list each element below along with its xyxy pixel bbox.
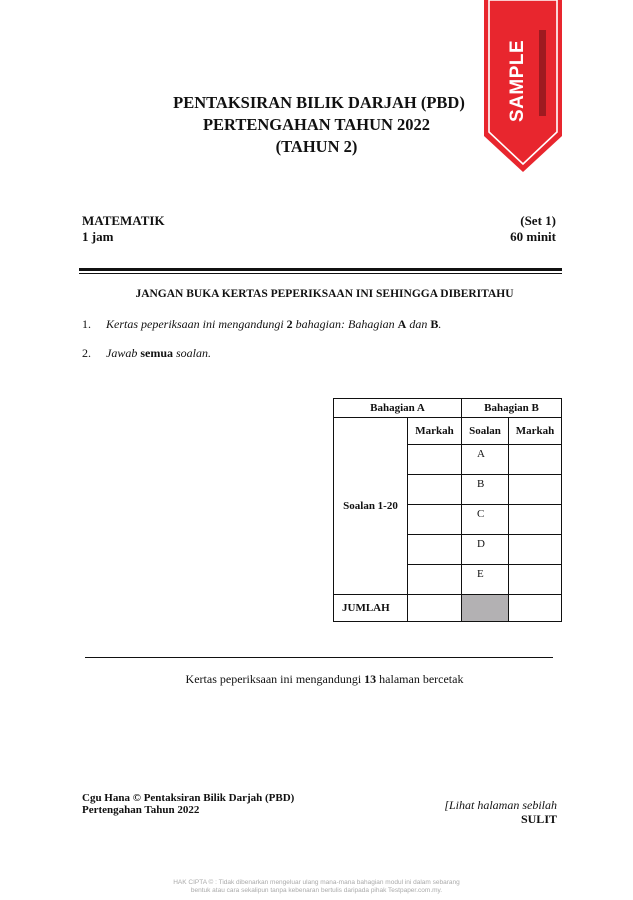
soalan-letter-cell: A — [462, 445, 509, 475]
copyright-notice — [0, 879, 633, 895]
exam-warning: JANGAN BUKA KERTAS PEPERIKSAAN INI SEHINGGA DIBERITAHU — [135, 288, 514, 300]
duration-hours: 1 jam — [82, 229, 114, 244]
soalan-letter-cell: C — [462, 505, 509, 535]
instruction-text: Kertas peperiksaan ini mengandungi — [106, 317, 287, 331]
markah-a-cell — [408, 505, 462, 535]
jumlah-b-cell — [509, 595, 562, 622]
soalan-letter-cell: D — [462, 535, 509, 565]
soalan-letter-cell: E — [462, 565, 509, 595]
markah-b-cell — [509, 475, 562, 505]
copyright-line-1: HAK CIPTA © : Tidak dibenarkan mengeluar ulang mana-mana bahagian modul ini dalam sebarang — [173, 879, 460, 886]
pages-note-text: halaman bercetak — [376, 672, 464, 686]
set-label: (Set 1) — [520, 213, 556, 228]
bottom-divider — [85, 657, 553, 658]
instruction-2 — [82, 346, 211, 361]
footer-left — [82, 792, 294, 816]
footer-term: Pertengahan Tahun 2022 — [82, 804, 200, 816]
jumlah-shaded-cell — [462, 595, 509, 622]
instruction-text: dan — [406, 317, 431, 331]
instruction-bold: A — [397, 317, 407, 331]
markah-b-cell — [509, 535, 562, 565]
duration-minutes: 60 minit — [510, 229, 556, 244]
footer-author: Cgu Hana © Pentaksiran Bilik Darjah (PBD) — [82, 792, 295, 804]
instruction-bold: semua — [140, 346, 174, 360]
title-line-1: PENTAKSIRAN BILIK DARJAH (PBD) — [173, 93, 465, 112]
markah-a-cell — [408, 445, 462, 475]
markah-b-cell — [509, 565, 562, 595]
section-b-header: Bahagian B — [462, 399, 562, 418]
instruction-number: 1. — [82, 317, 91, 331]
pages-note — [0, 672, 633, 687]
title-line-2: PERTENGAHAN TAHUN 2022 — [202, 115, 431, 134]
sample-stamp-text: SAMPLE — [507, 39, 528, 122]
instruction-1 — [82, 317, 441, 332]
instruction-bold: 2 — [286, 317, 293, 331]
soalan-letter-cell: B — [462, 475, 509, 505]
markah-a-cell — [408, 565, 462, 595]
pages-count: 13 — [364, 672, 377, 686]
sulit-label: SULIT — [520, 812, 557, 826]
copyright-line-2: bentuk atau cara sekalipun tanpa kebenaran bertulis daripada pihak Testpaper.com.my. — [190, 887, 443, 894]
see-next-page: [Lihat halaman sebilah — [444, 798, 557, 812]
jumlah-a-cell — [408, 595, 462, 622]
divider-thick — [79, 268, 562, 271]
markah-a-header: Markah — [408, 418, 462, 445]
markah-b-cell — [509, 505, 562, 535]
instruction-text: soalan. — [173, 346, 212, 360]
section-a-header: Bahagian A — [334, 399, 462, 418]
divider-thin — [79, 273, 562, 274]
markah-a-cell — [408, 475, 462, 505]
markah-a-cell — [408, 535, 462, 565]
markah-b-cell — [509, 445, 562, 475]
instruction-number: 2. — [82, 346, 91, 360]
title-line-3: (TAHUN 2) — [275, 137, 358, 156]
marks-table — [333, 398, 562, 622]
soalan-range-cell: Soalan 1-20 — [334, 418, 408, 595]
markah-b-header: Markah — [509, 418, 562, 445]
jumlah-label: JUMLAH — [334, 595, 408, 622]
instruction-text: Jawab — [106, 346, 141, 360]
soalan-header: Soalan — [462, 418, 509, 445]
instruction-text: . — [438, 317, 442, 331]
subject-name: MATEMATIK — [82, 213, 165, 228]
instruction-text: bahagian: Bahagian — [292, 317, 398, 331]
pages-note-text: Kertas peperiksaan ini mengandungi — [185, 672, 365, 686]
footer-right — [444, 798, 557, 826]
instruction-bold: B — [430, 317, 439, 331]
